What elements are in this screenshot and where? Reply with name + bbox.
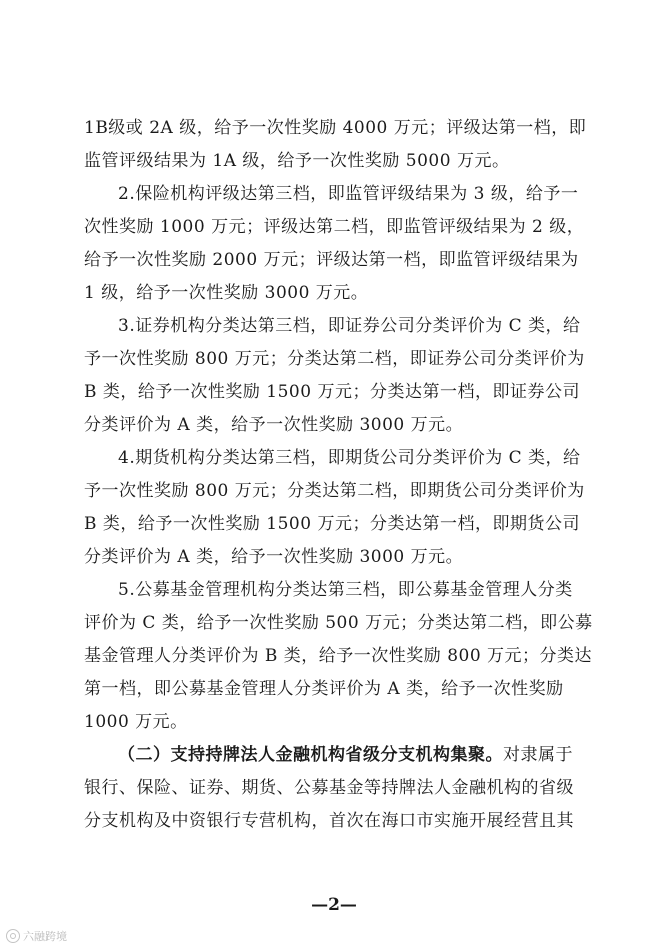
text-line: B 类，给予一次性奖励 1500 万元；分类达第一档，即证券公司 bbox=[84, 382, 580, 402]
document-body bbox=[84, 112, 602, 838]
page-number: —2— bbox=[311, 895, 357, 915]
text-line: 1 级，给予一次性奖励 3000 万元。 bbox=[84, 283, 369, 303]
text-line: 4.期货机构分类达第三档，即期货公司分类评价为 C 类，给 bbox=[118, 448, 581, 468]
text-line: 评价为 C 类，给予一次性奖励 500 万元；分类达第二档，即公募 bbox=[84, 613, 593, 633]
text-line: 予一次性奖励 800 万元；分类达第二档，即期货公司分类评价为 bbox=[84, 481, 585, 501]
watermark-text: 六融跨境 bbox=[23, 930, 67, 943]
text-line: 分类评价为 A 类，给予一次性奖励 3000 万元。 bbox=[84, 415, 464, 435]
text-line: 3.证券机构分类达第三档，即证券公司分类评价为 C 类，给 bbox=[118, 316, 581, 336]
text-line: 5.公募基金管理机构分类达第三档，即公募基金管理人分类 bbox=[118, 580, 573, 600]
text-line: 予一次性奖励 800 万元；分类达第二档，即证券公司分类评价为 bbox=[84, 349, 585, 369]
text-line: 基金管理人分类评价为 B 类，给予一次性奖励 800 万元；分类达 bbox=[84, 646, 593, 666]
text-line: B 类，给予一次性奖励 1500 万元；分类达第一档，即期货公司 bbox=[84, 514, 580, 534]
section-heading-continuation: 对隶属于 bbox=[503, 745, 573, 765]
text-line: 给予一次性奖励 2000 万元；评级达第一档，即监管评级结果为 bbox=[84, 250, 579, 270]
text-line: 银行、保险、证券、期货、公募基金等持牌法人金融机构的省级 bbox=[84, 778, 574, 798]
watermark bbox=[6, 928, 67, 944]
text-line: 2.保险机构评级达第三档，即监管评级结果为 3 级，给予一 bbox=[118, 184, 579, 204]
text-line: 1B级或 2A 级，给予一次性奖励 4000 万元；评级达第一档，即 bbox=[84, 118, 587, 138]
text-line: 监管评级结果为 1A 级，给予一次性奖励 5000 万元。 bbox=[84, 151, 510, 171]
text-line: 第一档，即公募基金管理人分类评价为 A 类，给予一次性奖励 bbox=[84, 679, 564, 699]
text-line: 1000 万元。 bbox=[84, 712, 188, 732]
section-heading: （二）支持持牌法人金融机构省级分支机构集聚。 bbox=[118, 745, 503, 765]
text-line: 分支机构及中资银行专营机构，首次在海口市实施开展经营且其 bbox=[84, 811, 574, 831]
section-heading-line bbox=[84, 739, 602, 772]
text-line: 次性奖励 1000 万元；评级达第二档，即监管评级结果为 2 级， bbox=[84, 217, 585, 237]
text-line: 分类评价为 A 类，给予一次性奖励 3000 万元。 bbox=[84, 547, 464, 567]
watermark-logo-icon bbox=[6, 929, 20, 943]
